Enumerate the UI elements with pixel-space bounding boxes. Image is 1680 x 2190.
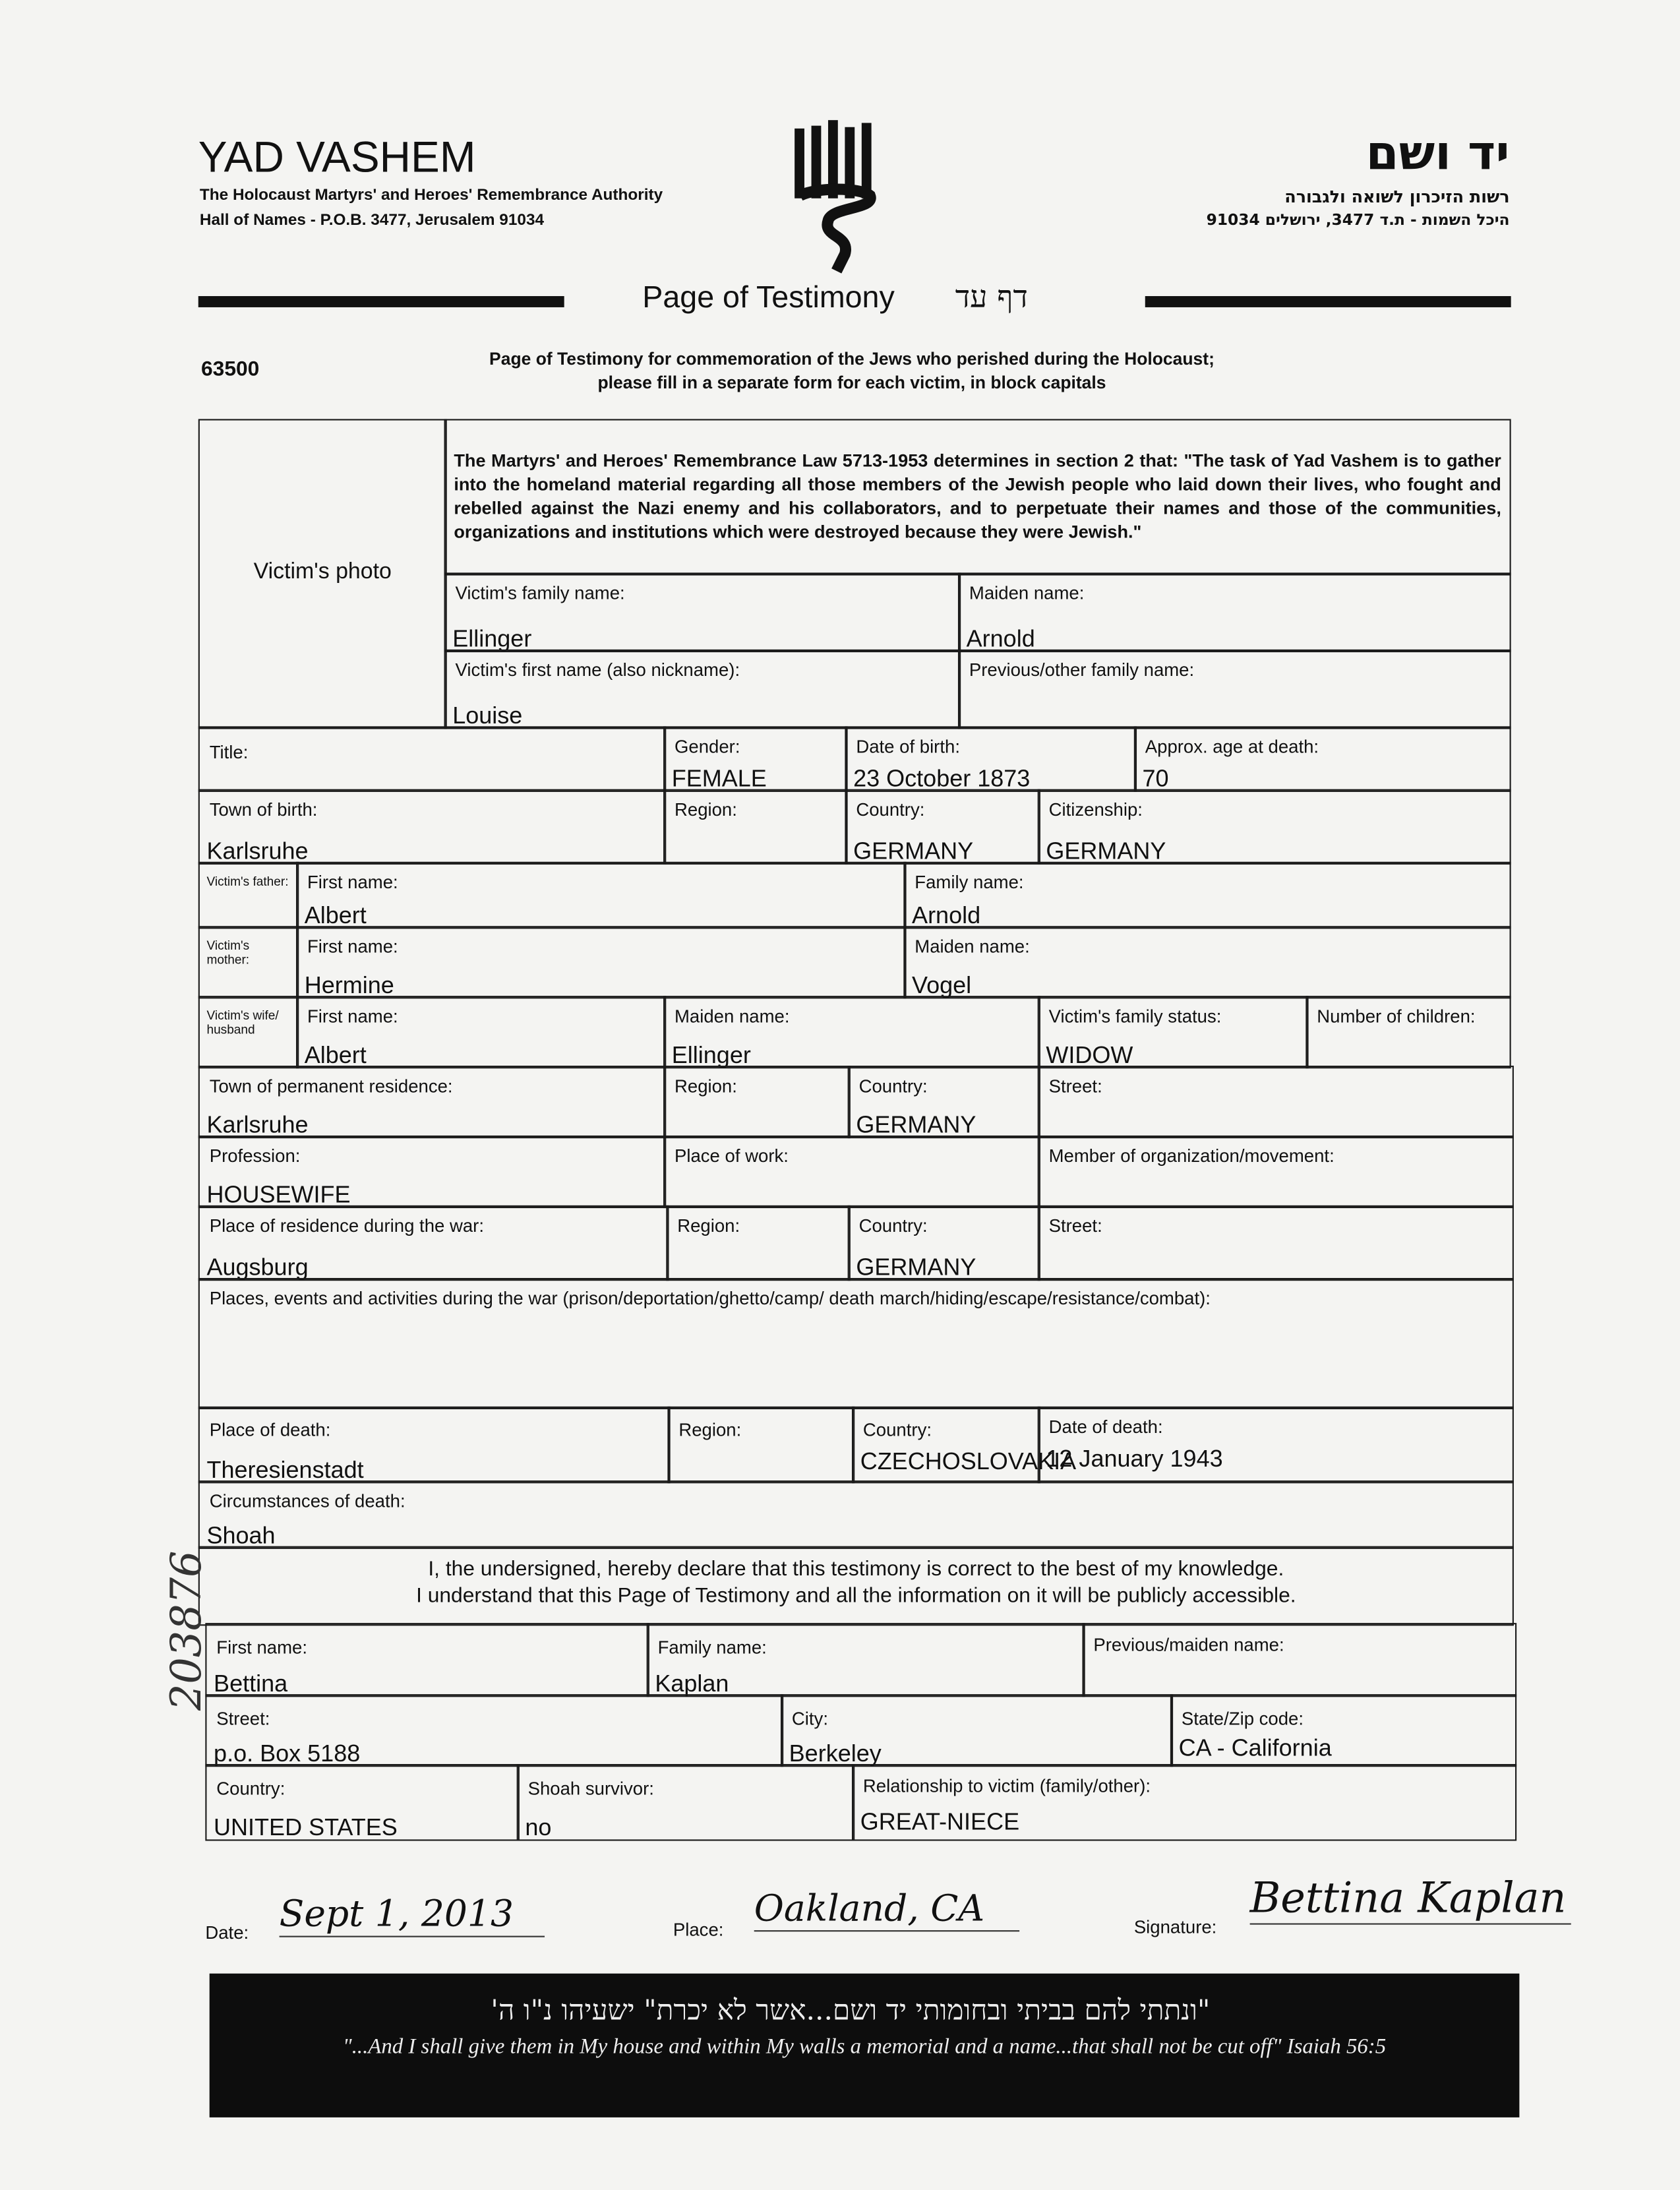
field-value: p.o. Box 5188 — [214, 1740, 361, 1767]
field-label: Previous/other family name: — [969, 659, 1195, 681]
field-label: Region: — [677, 1215, 740, 1236]
footer-quote-hebrew: "ונתתי להם בביתי ובחומותי יד ושם...אשר לא יכרת" ישעיהו נ"ו ה' — [491, 1993, 1211, 2027]
field-label: Relationship to victim (family/other): — [862, 1775, 1151, 1796]
field-label: Country: — [216, 1778, 285, 1799]
field-value: Albert — [304, 1042, 367, 1069]
field-value: GERMANY — [853, 837, 974, 865]
date-label: Date: — [205, 1922, 249, 1943]
relationship-field[interactable] — [852, 1764, 1516, 1840]
birth-region-field[interactable] — [663, 789, 848, 865]
field-value: Karlsruhe — [206, 837, 309, 865]
residence-region-field[interactable] — [663, 1066, 851, 1138]
footer-quote-banner — [210, 1974, 1520, 2117]
org-name: YAD VASHEM — [198, 133, 476, 182]
birth-country-field[interactable] — [845, 789, 1040, 865]
field-label: Family name: — [657, 1637, 767, 1658]
previous-family-name-field[interactable] — [958, 650, 1511, 729]
declaration-box — [198, 1546, 1514, 1626]
place-of-death-field[interactable] — [198, 1407, 671, 1483]
mother-label-cell — [198, 926, 299, 998]
law-text: The Martyrs' and Heroes' Remembrance Law 5713-1953 determines in section 2 that: "The task of Yad Vashem is to gather into the homeland material regarding all those members of the Jewish people who laid down their lives, who fought and rebelled against the Nazi enemy and his collaborators, and to perpetuate their names and those of the communities, organizations and institutions which were destroyed because they were Jewish." — [454, 449, 1501, 542]
field-label: Place of work: — [674, 1145, 789, 1167]
maiden-name-field[interactable] — [958, 572, 1511, 652]
field-label: Shoah survivor: — [527, 1778, 654, 1799]
field-label: First name: — [307, 936, 398, 957]
field-label: Street: — [216, 1708, 270, 1730]
field-label: Country: — [856, 799, 925, 820]
death-region-field[interactable] — [667, 1407, 855, 1483]
field-value: CZECHOSLOVAKIA — [860, 1448, 1077, 1475]
declaration-text — [200, 1556, 1513, 1608]
field-value: Hermine — [304, 972, 394, 999]
submitter-city-field[interactable] — [781, 1694, 1173, 1767]
field-label: First name: — [307, 1005, 398, 1027]
number-of-children-field[interactable] — [1305, 996, 1511, 1068]
town-of-birth-field[interactable] — [198, 789, 667, 865]
field-value: GERMANY — [856, 1254, 976, 1281]
field-label: Places, events and activities during the war (prison/deportation/ghetto/camp/ death march/hiding/escape/resistance/combat): — [209, 1287, 1211, 1309]
father-first-name-field[interactable] — [296, 862, 907, 929]
field-label: Profession: — [209, 1145, 301, 1167]
page-title: Page of Testimony — [642, 279, 895, 315]
submitter-country-field[interactable] — [205, 1764, 520, 1840]
field-label: Citizenship: — [1048, 799, 1143, 820]
war-residence-field[interactable] — [198, 1205, 669, 1281]
field-value: Vogel — [912, 972, 972, 999]
field-value: Theresienstadt — [206, 1457, 364, 1484]
field-value: Ellinger — [671, 1042, 751, 1069]
field-value: Louise — [452, 702, 523, 729]
field-label: Member of organization/movement: — [1048, 1145, 1335, 1167]
field-value: HOUSEWIFE — [206, 1181, 351, 1209]
victim-photo-label: Victim's photo — [253, 560, 392, 584]
field-label: Street: — [1048, 1075, 1102, 1097]
page-title-hebrew: דף עד — [955, 280, 1028, 316]
field-value: Albert — [304, 902, 367, 929]
field-value: Augsburg — [206, 1254, 309, 1281]
war-country-field[interactable] — [848, 1205, 1040, 1281]
field-label: Country: — [862, 1418, 932, 1440]
field-value: FEMALE — [671, 765, 767, 792]
field-label: Country: — [858, 1215, 928, 1236]
field-value: 12 January 1943 — [1046, 1445, 1223, 1473]
field-label: Country: — [858, 1075, 928, 1097]
submitter-state-zip-field[interactable] — [1170, 1694, 1516, 1767]
field-label: Region: — [674, 1075, 737, 1097]
field-label: Maiden name: — [915, 936, 1030, 957]
field-label: Family name: — [915, 871, 1024, 893]
org-address-hebrew: היכל השמות - ת.ד 3477, ירושלים 91034 — [1206, 210, 1510, 229]
place-of-work-field[interactable] — [663, 1136, 1040, 1208]
profession-field[interactable] — [198, 1136, 667, 1208]
org-subtitle-hebrew: רשות הזיכרון לשואה ולגבורה — [1284, 187, 1510, 207]
field-label: Victim's father: — [206, 874, 289, 889]
spouse-maiden-name-field[interactable] — [663, 996, 1040, 1068]
field-value: GERMANY — [856, 1111, 976, 1139]
instructions — [419, 348, 1284, 395]
victim-first-name-field[interactable] — [444, 650, 961, 729]
signature-label: Signature: — [1133, 1916, 1217, 1937]
place-label: Place: — [673, 1919, 724, 1940]
field-label: Region: — [674, 799, 737, 820]
war-street-field[interactable] — [1038, 1205, 1514, 1281]
field-label: Title: — [209, 741, 249, 763]
field-label: Street: — [1048, 1215, 1102, 1236]
field-value: UNITED STATES — [214, 1814, 398, 1841]
field-label: Maiden name: — [674, 1005, 790, 1027]
date-of-death-field[interactable] — [1038, 1407, 1514, 1483]
field-label: Approx. age at death: — [1145, 736, 1319, 757]
circumstances-of-death-field[interactable] — [198, 1480, 1514, 1549]
field-label: Circumstances of death: — [209, 1490, 405, 1511]
law-text-box — [444, 419, 1511, 575]
field-label: Place of residence during the war: — [209, 1215, 485, 1236]
gender-field[interactable] — [663, 726, 848, 792]
field-label: Victim's wife/ husband — [206, 1008, 279, 1037]
mother-maiden-name-field[interactable] — [903, 926, 1511, 998]
death-country-field[interactable] — [852, 1407, 1077, 1483]
residence-country-field[interactable] — [848, 1066, 1040, 1138]
shoah-survivor-field[interactable] — [517, 1764, 855, 1840]
footer-quote-english: "...And I shall give them in My house and within My walls a memorial and a name...that shall not be cut off" Isaiah 56:5 — [342, 2034, 1387, 2059]
residence-town-field[interactable] — [198, 1066, 667, 1138]
instructions-line-2: please fill in a separate form for each victim, in block capitals — [597, 373, 1106, 393]
org-subtitle: The Holocaust Martyrs' and Heroes' Remembrance Authority — [199, 187, 663, 204]
handwritten-id-number: 203876 — [162, 1550, 212, 1711]
title-field[interactable] — [198, 726, 667, 792]
submitter-previous-name-field[interactable] — [1082, 1623, 1516, 1697]
field-label: Victim's mother: — [206, 938, 250, 967]
submitter-first-name-field[interactable] — [205, 1623, 649, 1697]
spouse-label-cell — [198, 996, 299, 1068]
field-value: Kaplan — [655, 1670, 729, 1697]
form-number: 63500 — [200, 357, 260, 382]
field-label: Place of death: — [209, 1418, 331, 1440]
residence-street-field[interactable] — [1038, 1066, 1514, 1138]
age-at-death-field[interactable] — [1134, 726, 1511, 792]
field-value: WIDOW — [1046, 1042, 1133, 1069]
mother-first-name-field[interactable] — [296, 926, 907, 998]
field-label: First name: — [216, 1637, 307, 1658]
field-label: Date of birth: — [856, 736, 960, 757]
field-value: Ellinger — [452, 625, 532, 653]
field-label: First name: — [307, 871, 398, 893]
field-label: Victim's family status: — [1048, 1005, 1222, 1027]
submitter-family-name-field[interactable] — [647, 1623, 1085, 1697]
field-value: GREAT-NIECE — [860, 1808, 1020, 1836]
field-label: Town of permanent residence: — [209, 1075, 453, 1097]
declaration-line-1: I, the undersigned, hereby declare that this testimony is correct to the best of my knowledge. — [428, 1557, 1284, 1581]
field-value: GERMANY — [1046, 837, 1166, 865]
field-label: Region: — [678, 1418, 742, 1440]
instructions-line-1: Page of Testimony for commemoration of the Jews who perished during the Holocaust; — [489, 349, 1215, 369]
citizenship-field[interactable] — [1038, 789, 1511, 865]
field-value: 70 — [1142, 765, 1169, 792]
declaration-line-2: I understand that this Page of Testimony and all the information on it will be publicly accessible. — [416, 1583, 1296, 1608]
yad-vashem-logo-icon — [789, 115, 901, 276]
field-label: City: — [791, 1708, 828, 1730]
organization-field[interactable] — [1038, 1136, 1514, 1208]
father-family-name-field[interactable] — [903, 862, 1511, 929]
war-region-field[interactable] — [666, 1205, 851, 1281]
field-label: Date of death: — [1048, 1416, 1163, 1438]
victim-family-name-field[interactable] — [444, 572, 961, 652]
field-value: Karlsruhe — [206, 1111, 309, 1139]
field-value: Berkeley — [789, 1740, 882, 1767]
field-label: Number of children: — [1317, 1005, 1476, 1027]
signature[interactable]: Bettina Kaplan — [1250, 1874, 1571, 1924]
org-address: Hall of Names - P.O.B. 3477, Jerusalem 91034 — [199, 212, 545, 229]
date-handwritten[interactable]: Sept 1, 2013 — [280, 1894, 545, 1937]
submitter-street-field[interactable] — [205, 1694, 783, 1767]
field-value: CA - California — [1178, 1734, 1332, 1761]
field-value: Arnold — [966, 625, 1035, 653]
field-value: Arnold — [912, 902, 981, 929]
field-label: Victim's family name: — [455, 582, 625, 603]
field-label: Previous/maiden name: — [1093, 1634, 1284, 1655]
field-value: Bettina — [214, 1670, 288, 1697]
header-rule-left — [198, 296, 564, 307]
place-handwritten[interactable]: Oakland, CA — [754, 1889, 1019, 1932]
field-label: Maiden name: — [969, 582, 1085, 603]
field-label: State/Zip code: — [1181, 1708, 1304, 1730]
victim-photo-box — [198, 419, 447, 729]
field-label: Victim's first name (also nickname): — [455, 659, 740, 681]
father-label-cell — [198, 862, 299, 929]
field-label: Town of birth: — [209, 799, 318, 820]
field-value: no — [525, 1814, 552, 1841]
field-value: Shoah — [206, 1522, 276, 1549]
family-status-field[interactable] — [1038, 996, 1309, 1068]
date-of-birth-field[interactable] — [845, 726, 1137, 792]
field-value: 23 October 1873 — [853, 765, 1031, 792]
field-label: Gender: — [674, 736, 740, 757]
spouse-first-name-field[interactable] — [296, 996, 666, 1068]
org-name-hebrew: יד ושם — [1365, 125, 1510, 182]
header-rule-right — [1145, 296, 1511, 307]
war-activities-field[interactable] — [198, 1278, 1514, 1409]
